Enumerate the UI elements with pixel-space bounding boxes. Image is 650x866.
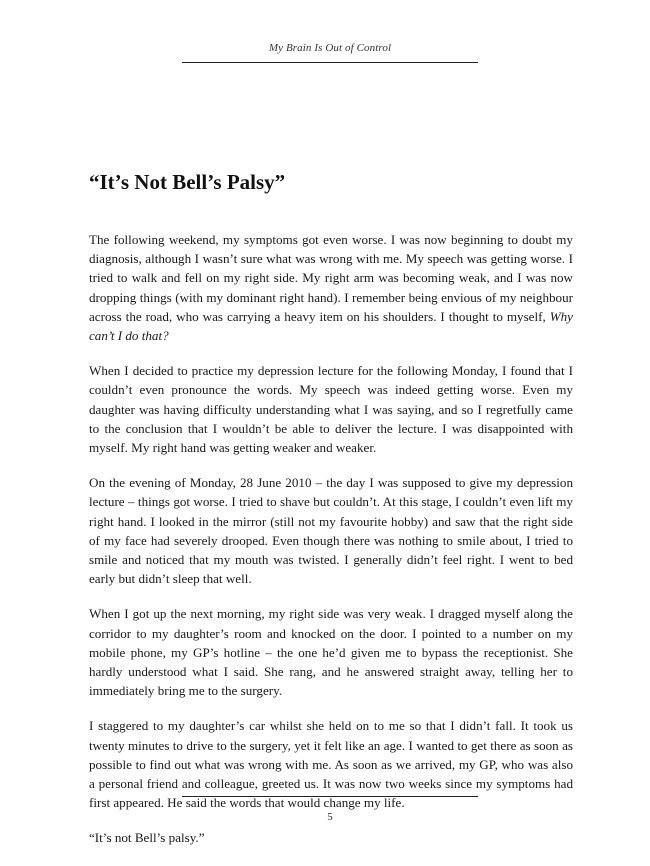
footer-divider [182,796,478,797]
running-header-title: My Brain Is Out of Control [268,42,392,54]
page-number: 5 [327,811,333,823]
header-divider [182,62,478,63]
paragraph-2: When I decided to practice my depression lecture for the following Monday, I found that I couldn’t even pronounce the words. My speech was indeed getting worse. Even my daughter was having difficulty understanding what I was saying, and so I regretfully came to the conclusion that I wouldn’t be able to deliver the lecture. I was disappointed with myself. My right hand was getting weaker and weaker. [89,363,573,456]
paragraph-5: I staggered to my daughter’s car whilst she held on to me so that I didn’t fall. It took us twenty minutes to drive to the surgery, yet it felt like an age. I wanted to get there as soon as possible to find out what was wrong with me. As soon as we arrived, my GP, who was also a personal friend and colleague, greeted us. It was now two weeks since my symptoms had first appeared. He said the words that would change my life. [89,718,573,811]
paragraph-3: On the evening of Monday, 28 June 2010 – the day I was supposed to give my depression lecture – things got worse. I tried to shave but couldn’t. At this stage, I couldn’t even lift my right hand. I looked in the mirror (still not my favourite hobby) and saw that the right side of my face had severely drooped. Even though there was nothing to smile about, I tried to smile and noticed that my mouth was twisted. I generally didn’t feel right. I went to bed early but didn’t sleep that well. [89,475,573,587]
paragraph-4: When I got up the next morning, my right side was very weak. I dragged myself along the corridor to my daughter’s room and knocked on the door. I pointed to a number on my mobile phone, my GP’s hotline – the one he’d given me to bypass the receptionist. She hardly understood what I said. She rang, and he answered straight away, telling her to immediately bring me to the surgery. [89,606,573,699]
paragraph-1-italic-thought: Why can’t I do that? [89,308,573,344]
paragraph-1 [89,230,573,345]
chapter-title: “It’s Not Bell’s Palsy” [89,170,286,194]
paragraph-6-quote: “It’s not Bell’s palsy.” [89,830,205,846]
chapter-body [89,230,573,864]
paragraph-1-text: The following weekend, my symptoms got even worse. I was now beginning to doubt my diagnosis, although I wasn’t sure what was wrong with me. My speech was getting worse. I tried to walk and fell on my right side. My right arm was becoming weak, and I was now dropping things (with my dominant right hand). I remember being envious of my neighbour across the road, who was carrying a heavy item on his shoulders. I thought to myself, [89,232,573,324]
